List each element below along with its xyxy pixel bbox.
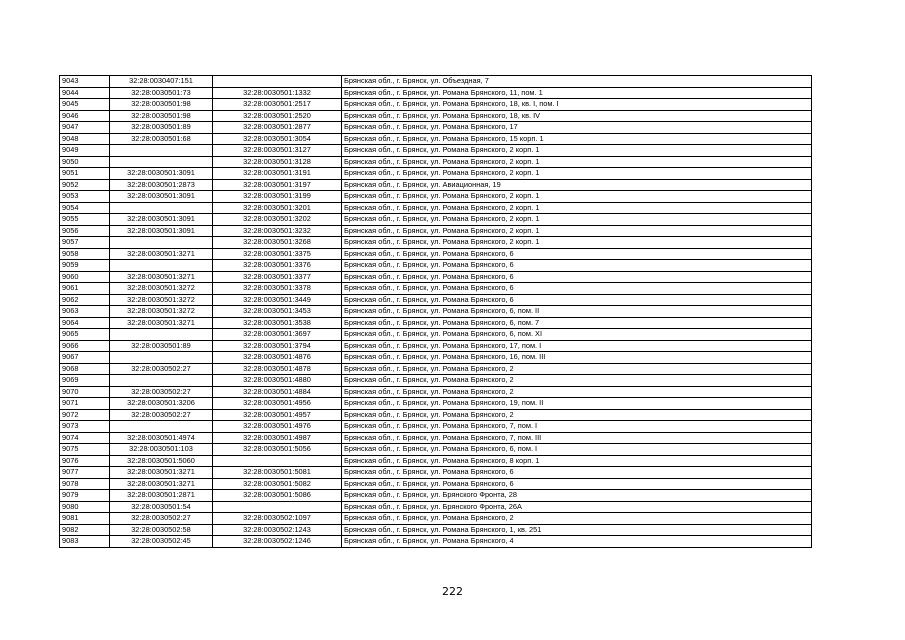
table-row xyxy=(60,156,812,168)
cadastral-number-cell: 32:28:0030502:45 xyxy=(110,536,213,548)
row-number-cell: 9055 xyxy=(60,214,110,226)
cadastral-number-cell xyxy=(110,156,213,168)
table-row xyxy=(60,329,812,341)
cadastral-number-cell-2: 32:28:0030501:4876 xyxy=(213,352,342,364)
cadastral-number-cell-2: 32:28:0030501:5081 xyxy=(213,467,342,479)
address-cell: Брянская обл., г. Брянск, ул. Романа Брянского, 6, пом. II xyxy=(342,306,812,318)
cadastral-number-cell: 32:28:0030501:3271 xyxy=(110,317,213,329)
address-cell: Брянская обл., г. Брянск, ул. Романа Брянского, 6 xyxy=(342,248,812,260)
row-number-cell: 9074 xyxy=(60,432,110,444)
cadastral-number-cell xyxy=(110,329,213,341)
address-cell: Брянская обл., г. Брянск, ул. Романа Брянского, 2 корп. 1 xyxy=(342,237,812,249)
table-row xyxy=(60,191,812,203)
cadastral-number-cell: 32:28:0030501:3272 xyxy=(110,294,213,306)
address-cell: Брянская обл., г. Брянск, ул. Романа Брянского, 2 корп. 1 xyxy=(342,214,812,226)
address-cell: Брянская обл., г. Брянск, ул. Романа Брянского, 19, пом. II xyxy=(342,398,812,410)
row-number-cell: 9058 xyxy=(60,248,110,260)
address-cell: Брянская обл., г. Брянск, ул. Романа Брянского, 8 корп. 1 xyxy=(342,455,812,467)
cadastral-number-cell-2: 32:28:0030501:4878 xyxy=(213,363,342,375)
row-number-cell: 9052 xyxy=(60,179,110,191)
row-number-cell: 9063 xyxy=(60,306,110,318)
cadastral-number-cell-2: 32:28:0030501:4987 xyxy=(213,432,342,444)
address-cell: Брянская обл., г. Брянск, ул. Романа Брянского, 2 xyxy=(342,363,812,375)
address-cell: Брянская обл., г. Брянск, ул. Романа Брянского, 2 xyxy=(342,386,812,398)
cadastral-number-cell-2: 32:28:0030501:2877 xyxy=(213,122,342,134)
cadastral-number-cell-2: 32:28:0030501:5056 xyxy=(213,444,342,456)
address-cell: Брянская обл., г. Брянск, ул. Романа Брянского, 18, кв. I, пом. I xyxy=(342,99,812,111)
cadastral-number-cell: 32:28:0030501:2873 xyxy=(110,179,213,191)
table-row xyxy=(60,237,812,249)
table-row xyxy=(60,214,812,226)
row-number-cell: 9056 xyxy=(60,225,110,237)
cadastral-number-cell-2: 32:28:0030501:4956 xyxy=(213,398,342,410)
cadastral-number-cell-2 xyxy=(213,501,342,513)
address-cell: Брянская обл., г. Брянск, ул. Романа Брянского, 2 корп. 1 xyxy=(342,156,812,168)
cadastral-number-cell xyxy=(110,237,213,249)
cadastral-number-cell: 32:28:0030501:3206 xyxy=(110,398,213,410)
cadastral-number-cell xyxy=(110,145,213,157)
row-number-cell: 9061 xyxy=(60,283,110,295)
row-number-cell: 9065 xyxy=(60,329,110,341)
cadastral-number-cell: 32:28:0030407:151 xyxy=(110,76,213,88)
cadastral-number-cell-2: 32:28:0030501:3232 xyxy=(213,225,342,237)
cadastral-number-cell-2: 32:28:0030501:3191 xyxy=(213,168,342,180)
address-cell: Брянская обл., г. Брянск, ул. Романа Брянского, 2 xyxy=(342,409,812,421)
cadastral-number-cell: 32:28:0030501:98 xyxy=(110,110,213,122)
table-row xyxy=(60,375,812,387)
row-number-cell: 9067 xyxy=(60,352,110,364)
cadastral-number-cell: 32:28:0030501:89 xyxy=(110,340,213,352)
cadastral-number-cell xyxy=(110,421,213,433)
row-number-cell: 9070 xyxy=(60,386,110,398)
row-number-cell: 9073 xyxy=(60,421,110,433)
cadastral-number-cell-2: 32:28:0030501:4957 xyxy=(213,409,342,421)
address-cell: Брянская обл., г. Брянск, ул. Романа Брянского, 2 корп. 1 xyxy=(342,202,812,214)
row-number-cell: 9071 xyxy=(60,398,110,410)
row-number-cell: 9053 xyxy=(60,191,110,203)
table-row xyxy=(60,202,812,214)
cadastral-number-cell: 32:28:0030501:3271 xyxy=(110,478,213,490)
table-row xyxy=(60,99,812,111)
table-row xyxy=(60,145,812,157)
cadastral-number-cell-2: 32:28:0030501:4884 xyxy=(213,386,342,398)
table-row xyxy=(60,455,812,467)
cadastral-number-cell: 32:28:0030501:68 xyxy=(110,133,213,145)
cadastral-number-cell-2: 32:28:0030501:3538 xyxy=(213,317,342,329)
cadastral-number-cell-2: 32:28:0030501:3376 xyxy=(213,260,342,272)
address-cell: Брянская обл., г. Брянск, ул. Романа Брянского, 6, пом. XI xyxy=(342,329,812,341)
row-number-cell: 9050 xyxy=(60,156,110,168)
row-number-cell: 9079 xyxy=(60,490,110,502)
address-cell: Брянская обл., г. Брянск, ул. Романа Брянского, 4 xyxy=(342,536,812,548)
table-row xyxy=(60,122,812,134)
address-cell: Брянская обл., г. Брянск, ул. Романа Брянского, 6, пом. I xyxy=(342,444,812,456)
cadastral-number-cell: 32:28:0030502:27 xyxy=(110,409,213,421)
cadastral-number-cell-2: 32:28:0030501:3054 xyxy=(213,133,342,145)
cadastral-number-cell-2: 32:28:0030501:3697 xyxy=(213,329,342,341)
address-cell: Брянская обл., г. Брянск, ул. Романа Брянского, 11, пом. 1 xyxy=(342,87,812,99)
row-number-cell: 9059 xyxy=(60,260,110,272)
row-number-cell: 9045 xyxy=(60,99,110,111)
row-number-cell: 9054 xyxy=(60,202,110,214)
table-row xyxy=(60,524,812,536)
cadastral-number-cell: 32:28:0030501:54 xyxy=(110,501,213,513)
address-cell: Брянская обл., г. Брянск, ул. Авиационная, 19 xyxy=(342,179,812,191)
table-row xyxy=(60,432,812,444)
table-row xyxy=(60,490,812,502)
cadastral-number-cell: 32:28:0030501:3272 xyxy=(110,283,213,295)
address-cell: Брянская обл., г. Брянск, ул. Романа Брянского, 2 xyxy=(342,513,812,525)
row-number-cell: 9082 xyxy=(60,524,110,536)
row-number-cell: 9078 xyxy=(60,478,110,490)
row-number-cell: 9060 xyxy=(60,271,110,283)
page-number: 222 xyxy=(442,585,463,598)
address-cell: Брянская обл., г. Брянск, ул. Романа Брянского, 6, пом. 7 xyxy=(342,317,812,329)
cadastral-number-cell: 32:28:0030501:3091 xyxy=(110,168,213,180)
cadastral-number-cell-2: 32:28:0030501:3127 xyxy=(213,145,342,157)
cadastral-number-cell xyxy=(110,260,213,272)
cadastral-number-cell-2: 32:28:0030501:3268 xyxy=(213,237,342,249)
table-row xyxy=(60,225,812,237)
row-number-cell: 9046 xyxy=(60,110,110,122)
cadastral-number-cell xyxy=(110,352,213,364)
row-number-cell: 9069 xyxy=(60,375,110,387)
cadastral-number-cell: 32:28:0030502:27 xyxy=(110,513,213,525)
table-row xyxy=(60,513,812,525)
cadastral-number-cell-2: 32:28:0030501:3449 xyxy=(213,294,342,306)
cadastral-number-cell: 32:28:0030501:89 xyxy=(110,122,213,134)
table-row xyxy=(60,352,812,364)
cadastral-number-cell: 32:28:0030501:103 xyxy=(110,444,213,456)
cadastral-number-cell: 32:28:0030502:27 xyxy=(110,363,213,375)
cadastral-number-cell: 32:28:0030501:2871 xyxy=(110,490,213,502)
cadastral-number-cell-2: 32:28:0030501:3378 xyxy=(213,283,342,295)
cadastral-number-cell-2: 32:28:0030501:3453 xyxy=(213,306,342,318)
cadastral-number-cell-2: 32:28:0030502:1246 xyxy=(213,536,342,548)
table-row xyxy=(60,260,812,272)
table-row xyxy=(60,478,812,490)
cadastral-number-cell: 32:28:0030501:3272 xyxy=(110,306,213,318)
table-row xyxy=(60,306,812,318)
row-number-cell: 9062 xyxy=(60,294,110,306)
table-row xyxy=(60,133,812,145)
table-row xyxy=(60,501,812,513)
address-cell: Брянская обл., г. Брянск, ул. Романа Брянского, 17, пом. I xyxy=(342,340,812,352)
address-cell: Брянская обл., г. Брянск, ул. Романа Брянского, 2 корп. 1 xyxy=(342,225,812,237)
table-row xyxy=(60,386,812,398)
cadastral-number-cell: 32:28:0030501:3271 xyxy=(110,271,213,283)
row-number-cell: 9066 xyxy=(60,340,110,352)
cadastral-number-cell: 32:28:0030501:73 xyxy=(110,87,213,99)
row-number-cell: 9072 xyxy=(60,409,110,421)
table-row xyxy=(60,271,812,283)
address-cell: Брянская обл., г. Брянск, ул. Романа Брянского, 6 xyxy=(342,467,812,479)
address-cell: Брянская обл., г. Брянск, ул. Брянского Фронта, 28 xyxy=(342,490,812,502)
address-cell: Брянская обл., г. Брянск, ул. Романа Брянского, 7, пом. III xyxy=(342,432,812,444)
row-number-cell: 9051 xyxy=(60,168,110,180)
table-row xyxy=(60,87,812,99)
cadastral-number-cell: 32:28:0030501:3271 xyxy=(110,467,213,479)
cadastral-number-cell: 32:28:0030501:4974 xyxy=(110,432,213,444)
cadastral-number-cell-2: 32:28:0030501:3375 xyxy=(213,248,342,260)
table-row xyxy=(60,409,812,421)
cadastral-number-cell: 32:28:0030502:58 xyxy=(110,524,213,536)
row-number-cell: 9048 xyxy=(60,133,110,145)
address-cell: Брянская обл., г. Брянск, ул. Романа Брянского, 6 xyxy=(342,478,812,490)
address-cell: Брянская обл., г. Брянск, ул. Романа Брянского, 7, пом. I xyxy=(342,421,812,433)
address-cell: Брянская обл., г. Брянск, ул. Романа Брянского, 2 xyxy=(342,375,812,387)
row-number-cell: 9049 xyxy=(60,145,110,157)
cadastral-number-cell: 32:28:0030501:3271 xyxy=(110,248,213,260)
cadastral-number-cell: 32:28:0030501:98 xyxy=(110,99,213,111)
table-row xyxy=(60,421,812,433)
cadastral-number-cell-2: 32:28:0030501:5082 xyxy=(213,478,342,490)
table-row xyxy=(60,340,812,352)
address-cell: Брянская обл., г. Брянск, ул. Романа Брянского, 6 xyxy=(342,271,812,283)
cadastral-table xyxy=(59,75,812,548)
table-row xyxy=(60,283,812,295)
address-cell: Брянская обл., г. Брянск, ул. Романа Брянского, 15 корп. 1 xyxy=(342,133,812,145)
table-row xyxy=(60,363,812,375)
cadastral-number-cell-2: 32:28:0030502:1097 xyxy=(213,513,342,525)
cadastral-number-cell: 32:28:0030501:3091 xyxy=(110,225,213,237)
table-body xyxy=(60,76,812,548)
table-row xyxy=(60,76,812,88)
cadastral-number-cell: 32:28:0030501:3091 xyxy=(110,191,213,203)
cadastral-number-cell: 32:28:0030502:27 xyxy=(110,386,213,398)
row-number-cell: 9044 xyxy=(60,87,110,99)
address-cell: Брянская обл., г. Брянск, ул. Романа Брянского, 1, кв. 251 xyxy=(342,524,812,536)
row-number-cell: 9081 xyxy=(60,513,110,525)
address-cell: Брянская обл., г. Брянск, ул. Романа Брянского, 6 xyxy=(342,294,812,306)
cadastral-number-cell-2: 32:28:0030502:1243 xyxy=(213,524,342,536)
cadastral-number-cell-2: 32:28:0030501:3201 xyxy=(213,202,342,214)
row-number-cell: 9057 xyxy=(60,237,110,249)
row-number-cell: 9076 xyxy=(60,455,110,467)
table-row xyxy=(60,110,812,122)
table-row xyxy=(60,536,812,548)
table-row xyxy=(60,248,812,260)
row-number-cell: 9064 xyxy=(60,317,110,329)
row-number-cell: 9083 xyxy=(60,536,110,548)
cadastral-number-cell-2: 32:28:0030501:3202 xyxy=(213,214,342,226)
cadastral-number-cell-2: 32:28:0030501:5086 xyxy=(213,490,342,502)
table-row xyxy=(60,168,812,180)
table-row xyxy=(60,317,812,329)
table-row xyxy=(60,398,812,410)
address-cell: Брянская обл., г. Брянск, ул. Романа Брянского, 16, пом. III xyxy=(342,352,812,364)
row-number-cell: 9077 xyxy=(60,467,110,479)
cadastral-number-cell xyxy=(110,202,213,214)
address-cell: Брянская обл., г. Брянск, ул. Брянского Фронта, 26А xyxy=(342,501,812,513)
cadastral-number-cell-2: 32:28:0030501:3199 xyxy=(213,191,342,203)
cadastral-number-cell-2: 32:28:0030501:1332 xyxy=(213,87,342,99)
address-cell: Брянская обл., г. Брянск, ул. Романа Брянского, 6 xyxy=(342,283,812,295)
table-row xyxy=(60,444,812,456)
cadastral-number-cell-2: 32:28:0030501:3128 xyxy=(213,156,342,168)
address-cell: Брянская обл., г. Брянск, ул. Романа Брянского, 17 xyxy=(342,122,812,134)
cadastral-number-cell: 32:28:0030501:5060 xyxy=(110,455,213,467)
address-cell: Брянская обл., г. Брянск, ул. Объездная, 7 xyxy=(342,76,812,88)
table-row xyxy=(60,467,812,479)
cadastral-number-cell-2: 32:28:0030501:2517 xyxy=(213,99,342,111)
cadastral-number-cell-2: 32:28:0030501:3377 xyxy=(213,271,342,283)
address-cell: Брянская обл., г. Брянск, ул. Романа Брянского, 2 корп. 1 xyxy=(342,191,812,203)
cadastral-number-cell xyxy=(110,375,213,387)
row-number-cell: 9080 xyxy=(60,501,110,513)
cadastral-number-cell-2 xyxy=(213,76,342,88)
row-number-cell: 9068 xyxy=(60,363,110,375)
cadastral-number-cell: 32:28:0030501:3091 xyxy=(110,214,213,226)
row-number-cell: 9047 xyxy=(60,122,110,134)
row-number-cell: 9075 xyxy=(60,444,110,456)
cadastral-number-cell-2: 32:28:0030501:4976 xyxy=(213,421,342,433)
table-row xyxy=(60,179,812,191)
address-cell: Брянская обл., г. Брянск, ул. Романа Брянского, 2 корп. 1 xyxy=(342,145,812,157)
cadastral-number-cell-2 xyxy=(213,455,342,467)
cadastral-number-cell-2: 32:28:0030501:4880 xyxy=(213,375,342,387)
cadastral-number-cell-2: 32:28:0030501:3794 xyxy=(213,340,342,352)
cadastral-number-cell-2: 32:28:0030501:3197 xyxy=(213,179,342,191)
table-row xyxy=(60,294,812,306)
address-cell: Брянская обл., г. Брянск, ул. Романа Брянского, 6 xyxy=(342,260,812,272)
row-number-cell: 9043 xyxy=(60,76,110,88)
address-cell: Брянская обл., г. Брянск, ул. Романа Брянского, 2 корп. 1 xyxy=(342,168,812,180)
address-cell: Брянская обл., г. Брянск, ул. Романа Брянского, 18, кв. IV xyxy=(342,110,812,122)
cadastral-number-cell-2: 32:28:0030501:2520 xyxy=(213,110,342,122)
